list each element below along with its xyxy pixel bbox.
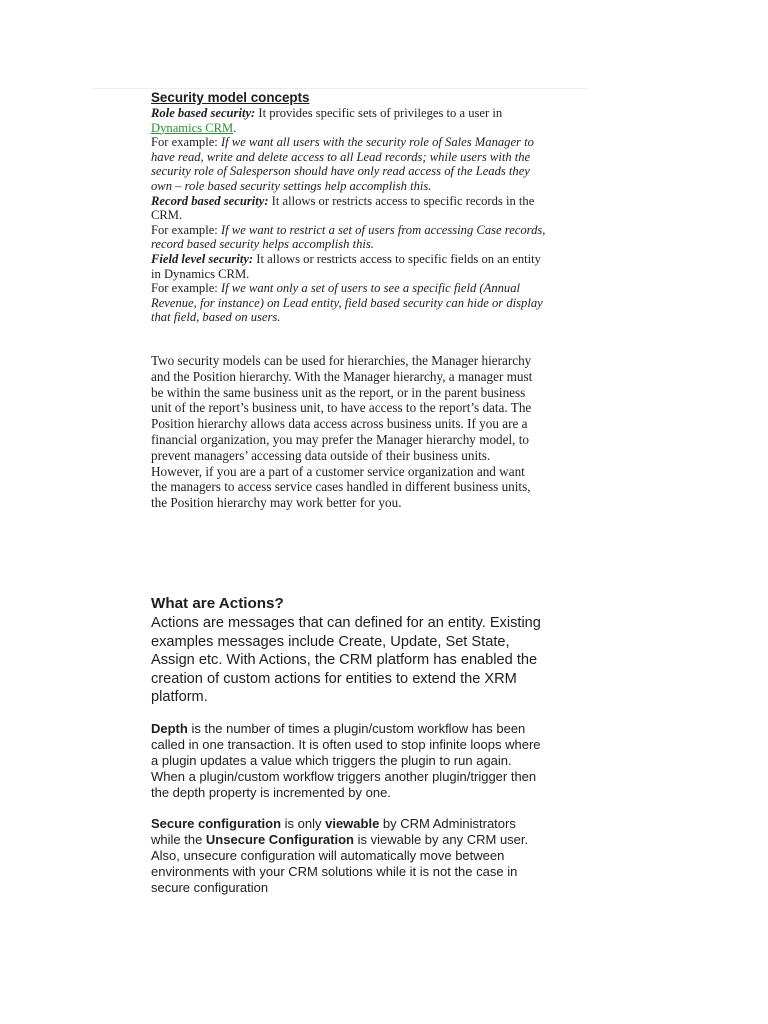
secure-configuration-term: Secure configuration [151,815,282,831]
role-based-example [151,135,551,193]
unsecure-configuration-term: Unsecure Configuration [205,831,354,847]
actions-body: Actions are messages that can defined for an entity. Existing examples messages include Create, Update, Set State, Assign etc. With Actions, the CRM platform has enabled the creation of custom actions for entities to extend the XRM platform. [151,615,541,705]
depth-term: Depth [151,720,188,736]
hierarchy-paragraph: Two security models can be used for hierarchies, the Manager hierarchy and the Position hierarchy. With the Manager hierarchy, a manager must be within the same business unit as the report, or in the parent business unit of the report’s business unit, to have access to the report’s data. The Position hierarchy allows data access across business units. If you are a financial organization, you may prefer the Manager hierarchy model, to prevent managers’ accessing data outside of their business units. However, if you are a part of a customer service organization and want the managers to access service cases handled in different business units, the Position hierarchy may work better for you. [151,353,533,511]
role-based-security-paragraph [151,106,551,135]
security-model-heading: Security model concepts [151,90,310,105]
field-example-prefix: For example: [151,281,221,296]
record-example-prefix: For example: [151,222,221,237]
depth-text: is the number of times a plugin/custom workflow has been called in one transaction. It is often used to stop infinite loops where a plugin updates a value which triggers the plugin to run again. When a plugin/custom workflow triggers another plugin/trigger then the depth property is incremented by one. [151,720,541,800]
field-level-example [151,281,551,325]
role-example-text: If we want all users with the security role of Sales Manager to have read, write and delete access to all Lead records; while users with the security role of Salesperson should have only read access of the Leads they own – role based security settings help accomplish this. [151,135,534,193]
config-text-1: is only [281,815,326,831]
depth-paragraph [151,721,541,801]
role-example-prefix: For example: [151,135,221,150]
record-based-security-label: Record based security: [151,193,269,208]
role-based-security-end: . [233,120,237,135]
role-based-security-label: Role based security: [151,106,256,120]
configuration-paragraph [151,816,541,896]
config-text-2: by CRM Administrators while the [151,815,516,847]
field-level-security-paragraph [151,252,551,281]
security-model-section [151,90,551,325]
dynamics-crm-link[interactable]: Dynamics CRM [151,120,234,135]
record-based-security-paragraph [151,194,551,223]
record-based-example [151,223,551,252]
field-level-security-label: Field level security: [151,251,254,266]
actions-heading: What are Actions? [151,595,284,612]
viewable-term: viewable [325,815,380,831]
field-level-security-text: It allows or restricts access to specific fields on an entity in Dynamics CRM. [151,251,541,281]
record-example-text: If we want to restrict a set of users from accessing Case records, record based security helps accomplish this. [151,222,546,252]
record-based-security-text: It allows or restricts access to specific records in the CRM. [151,193,535,223]
field-example-text: If we want only a set of users to see a specific field (Annual Revenue, for instance) on Lead entity, field based security can hide or display that field, based on users. [151,281,543,325]
page-top-divider [92,88,588,89]
actions-section [151,594,541,896]
role-based-security-text: It provides specific sets of privileges to a user in [255,106,503,120]
config-text-3: is viewable by any CRM user. Also, unsecure configuration will automatically move between environments with your CRM solutions while it is not the case in secure configuration [151,831,529,895]
